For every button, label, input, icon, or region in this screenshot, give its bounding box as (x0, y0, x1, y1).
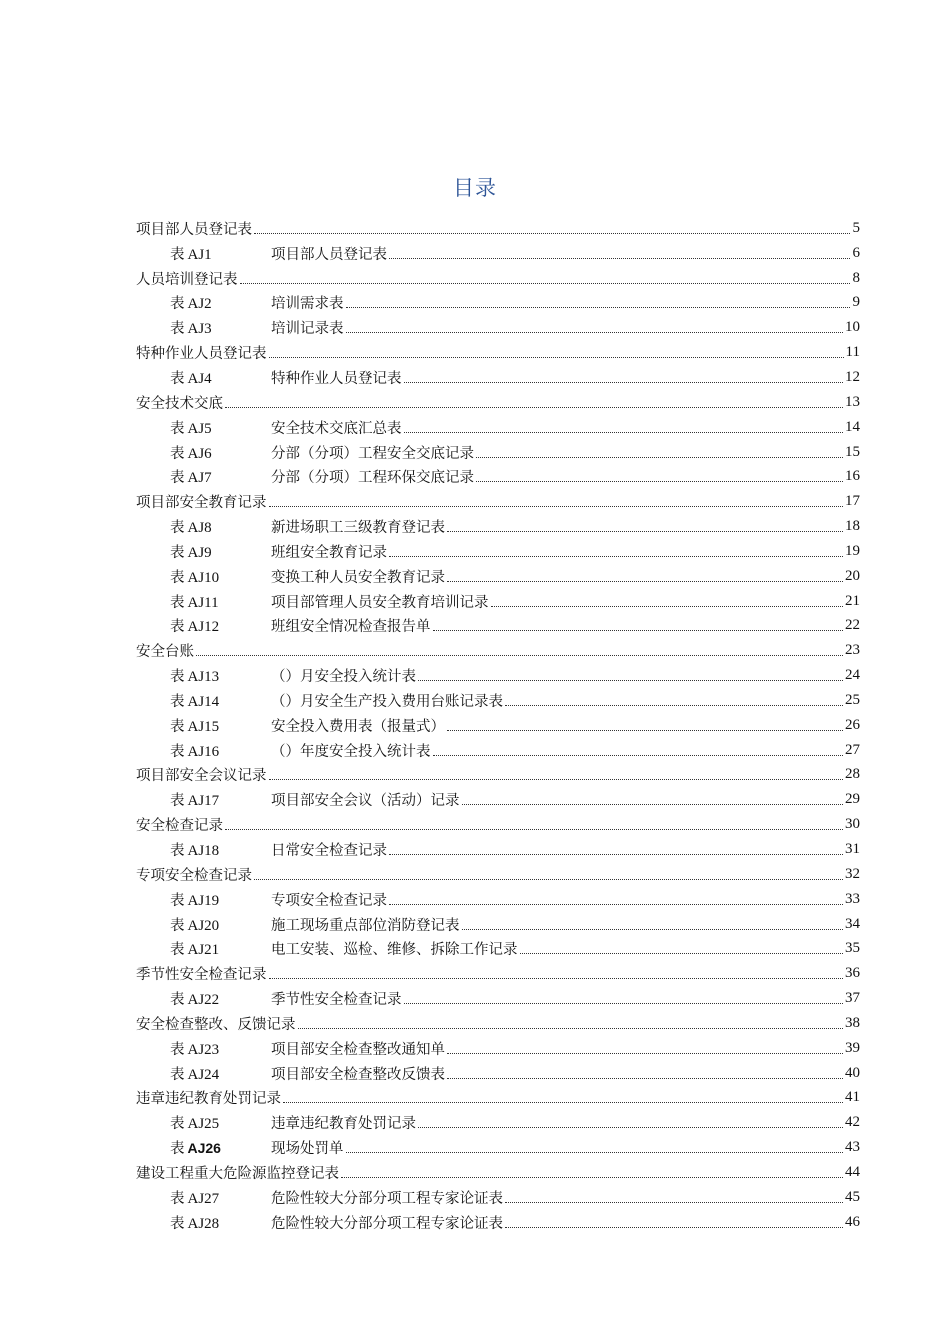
toc-table-code (170, 988, 271, 1009)
toc-code-id: AJ8 (187, 520, 212, 537)
toc-table-code (170, 367, 271, 388)
toc-entry-label: 培训需求表 (271, 296, 344, 313)
toc-entry-label: 现场处罚单 (271, 1141, 344, 1158)
toc-table-code (170, 789, 271, 810)
toc-table-code (170, 938, 271, 959)
toc-subentry[interactable] (136, 1210, 860, 1235)
toc-code-id: AJ16 (187, 743, 220, 760)
toc-entry-label: 安全技术交底 (136, 395, 223, 412)
toc-entry-label: 安全台账 (136, 644, 194, 661)
dot-leader (341, 1177, 843, 1178)
toc-table-code (170, 615, 271, 636)
toc-page-number: 40 (845, 1064, 860, 1081)
toc-page-number: 16 (845, 468, 860, 485)
toc-code-prefix: 表 (170, 718, 185, 735)
toc-subentry[interactable] (136, 1036, 860, 1061)
toc-code-id: AJ24 (187, 1066, 220, 1083)
toc-entry-label: 专项安全检查记录 (136, 867, 252, 884)
toc-code-prefix: 表 (170, 470, 185, 487)
toc-subentry[interactable] (136, 887, 860, 912)
toc-subentry[interactable] (136, 440, 860, 465)
toc-entry-label: 项目部安全检查整改反馈表 (271, 1066, 445, 1083)
toc-entry-label: 项目部安全检查整改通知单 (271, 1041, 445, 1058)
toc-code-id: AJ2 (187, 296, 212, 313)
toc-page-number: 5 (852, 219, 860, 236)
dot-leader (346, 1152, 844, 1153)
dot-leader (346, 307, 851, 308)
toc-code-id: AJ11 (187, 594, 219, 611)
toc-code-prefix: 表 (170, 942, 185, 959)
toc-table-code (170, 566, 271, 587)
toc-entry-label: （）月安全生产投入费用台账记录表 (271, 693, 503, 710)
toc-page-number: 38 (845, 1014, 860, 1031)
toc-page-number: 27 (845, 741, 860, 758)
toc-entry-label: 建设工程重大危险源监控登记表 (136, 1165, 339, 1182)
toc-page-number: 24 (845, 667, 860, 684)
dot-leader (346, 332, 844, 333)
toc-section-entry[interactable] (136, 266, 860, 291)
toc-section-entry[interactable] (136, 1160, 860, 1185)
toc-code-prefix: 表 (170, 445, 185, 462)
toc-code-prefix: 表 (170, 992, 185, 1009)
toc-page-number: 31 (845, 841, 860, 858)
dot-leader (240, 283, 851, 284)
toc-table-code (170, 1038, 271, 1059)
toc-code-id: AJ9 (187, 544, 212, 561)
toc-subentry[interactable] (136, 837, 860, 862)
toc-subentry[interactable] (136, 713, 860, 738)
toc-subentry[interactable] (136, 1135, 860, 1160)
toc-table-code (170, 839, 271, 860)
dot-leader (269, 978, 844, 979)
toc-entry-label: 分部（分项）工程安全交底记录 (271, 445, 474, 462)
toc-subentry[interactable] (136, 614, 860, 639)
toc-code-id: AJ17 (187, 793, 220, 810)
toc-page-number: 13 (845, 393, 860, 410)
toc-page-number: 46 (845, 1213, 860, 1230)
toc-table-code (170, 591, 271, 612)
toc-entry-label: 项目部安全会议记录 (136, 768, 267, 785)
toc-section-entry[interactable] (136, 1011, 860, 1036)
dot-leader (447, 1053, 843, 1054)
toc-subentry[interactable] (136, 1061, 860, 1086)
toc-code-id: AJ6 (187, 445, 212, 462)
toc-table-code (170, 541, 271, 562)
toc-page-number: 17 (845, 493, 860, 510)
toc-entry-label: （）月安全投入统计表 (271, 669, 416, 686)
toc-entry-label: 危险性较大分部分项工程专家论证表 (271, 1190, 503, 1207)
toc-entry-label: （）年度安全投入统计表 (271, 743, 431, 760)
toc-page-number: 44 (845, 1163, 860, 1180)
toc-section-entry[interactable] (136, 390, 860, 415)
toc-subentry[interactable] (136, 415, 860, 440)
toc-code-prefix: 表 (170, 544, 185, 561)
toc-page-number: 20 (845, 567, 860, 584)
toc-code-prefix: 表 (170, 1190, 185, 1207)
toc-section-entry[interactable] (136, 1086, 860, 1111)
dot-leader (196, 655, 843, 656)
toc-subentry[interactable] (136, 291, 860, 316)
dot-leader (404, 432, 844, 433)
dot-leader (298, 1028, 844, 1029)
toc-entry-label: 违章违纪教育处罚记录 (271, 1116, 416, 1133)
toc-code-id: AJ1 (187, 246, 212, 263)
page-title: 目录 (453, 176, 497, 200)
dot-leader (433, 630, 844, 631)
toc-code-prefix: 表 (170, 892, 185, 909)
dot-leader (476, 457, 843, 458)
toc-code-prefix: 表 (170, 246, 185, 263)
toc-table-code (170, 1137, 271, 1158)
toc-page-number: 19 (845, 542, 860, 559)
toc-page-number: 43 (845, 1139, 860, 1156)
dot-leader (476, 481, 843, 482)
dot-leader (491, 606, 844, 607)
toc-code-id: AJ14 (187, 693, 220, 710)
toc-subentry[interactable] (136, 912, 860, 937)
toc-code-id: AJ19 (187, 892, 220, 909)
toc-page-number: 26 (845, 716, 860, 733)
table-of-contents (136, 216, 860, 1235)
toc-table-code (170, 914, 271, 935)
toc-code-id: AJ18 (187, 843, 220, 860)
toc-code-id: AJ7 (187, 470, 212, 487)
toc-entry-label: 安全投入费用表（报量式） (271, 718, 445, 735)
toc-subentry[interactable] (136, 1110, 860, 1135)
toc-subentry[interactable] (136, 539, 860, 564)
toc-code-prefix: 表 (170, 1041, 185, 1058)
toc-entry-label: 危险性较大分部分项工程专家论证表 (271, 1215, 503, 1232)
toc-code-prefix: 表 (170, 843, 185, 860)
dot-leader (389, 556, 843, 557)
toc-code-prefix: 表 (170, 370, 185, 387)
toc-page-number: 8 (852, 269, 860, 286)
toc-page-number: 32 (845, 865, 860, 882)
toc-code-id: AJ26 (187, 1140, 221, 1157)
toc-code-id: AJ21 (187, 942, 220, 959)
toc-entry-label: 日常安全检查记录 (271, 843, 387, 860)
toc-entry-label: 项目部人员登记表 (271, 246, 387, 263)
toc-table-code (170, 740, 271, 761)
dot-leader (447, 1078, 843, 1079)
toc-subentry[interactable] (136, 514, 860, 539)
toc-section-entry[interactable] (136, 961, 860, 986)
toc-page-number: 18 (845, 518, 860, 535)
toc-table-code (170, 665, 271, 686)
toc-section-entry[interactable] (136, 638, 860, 663)
toc-subentry[interactable] (136, 738, 860, 763)
toc-entry-label: 安全技术交底汇总表 (271, 420, 402, 437)
toc-entry-label: 专项安全检查记录 (271, 892, 387, 909)
toc-page-number: 37 (845, 990, 860, 1007)
toc-page-number: 30 (845, 816, 860, 833)
toc-table-code (170, 690, 271, 711)
toc-subentry[interactable] (136, 365, 860, 390)
toc-entry-label: 项目部人员登记表 (136, 221, 252, 238)
toc-section-entry[interactable] (136, 216, 860, 241)
toc-page-number: 6 (852, 244, 860, 261)
toc-code-prefix: 表 (170, 321, 185, 338)
dot-leader (269, 357, 844, 358)
toc-entry-label: 季节性安全检查记录 (136, 967, 267, 984)
dot-leader (389, 904, 843, 905)
toc-section-entry[interactable] (136, 812, 860, 837)
toc-page-number: 39 (845, 1039, 860, 1056)
toc-page-number: 23 (845, 642, 860, 659)
dot-leader (389, 258, 850, 259)
toc-entry-label: 项目部安全教育记录 (136, 495, 267, 512)
toc-code-id: AJ10 (187, 569, 220, 586)
toc-subentry[interactable] (136, 688, 860, 713)
toc-code-prefix: 表 (170, 619, 185, 636)
dot-leader (225, 829, 843, 830)
toc-code-prefix: 表 (170, 917, 185, 934)
dot-leader (447, 730, 843, 731)
toc-code-id: AJ3 (187, 321, 212, 338)
toc-code-prefix: 表 (170, 520, 185, 537)
toc-section-entry[interactable] (136, 489, 860, 514)
toc-subentry[interactable] (136, 564, 860, 589)
toc-code-prefix: 表 (170, 669, 185, 686)
toc-entry-label: 特种作业人员登记表 (136, 346, 267, 363)
toc-entry-label: 项目部安全会议（活动）记录 (271, 793, 460, 810)
toc-subentry[interactable] (136, 936, 860, 961)
dot-leader (433, 755, 844, 756)
toc-code-id: AJ25 (187, 1116, 220, 1133)
toc-subentry[interactable] (136, 589, 860, 614)
toc-entry-label: 施工现场重点部位消防登记表 (271, 917, 460, 934)
toc-table-code (170, 466, 271, 487)
toc-code-prefix: 表 (170, 1215, 185, 1232)
toc-code-id: AJ13 (187, 669, 220, 686)
toc-table-code (170, 516, 271, 537)
dot-leader (418, 680, 843, 681)
toc-page-number: 12 (845, 368, 860, 385)
toc-table-code (170, 442, 271, 463)
toc-entry-label: 人员培训登记表 (136, 271, 238, 288)
toc-subentry[interactable] (136, 1185, 860, 1210)
dot-leader (462, 929, 844, 930)
toc-code-prefix: 表 (170, 693, 185, 710)
toc-table-code (170, 417, 271, 438)
toc-entry-label: 分部（分项）工程环保交底记录 (271, 470, 474, 487)
toc-table-code (170, 1212, 271, 1233)
dot-leader (225, 407, 843, 408)
dot-leader (520, 953, 844, 954)
toc-page-number: 25 (845, 691, 860, 708)
toc-code-id: AJ20 (187, 917, 220, 934)
toc-page-number: 36 (845, 965, 860, 982)
toc-entry-label: 培训记录表 (271, 321, 344, 338)
toc-code-id: AJ28 (187, 1215, 220, 1232)
toc-code-id: AJ22 (187, 992, 220, 1009)
toc-subentry[interactable] (136, 663, 860, 688)
toc-code-prefix: 表 (170, 420, 185, 437)
toc-section-entry[interactable] (136, 340, 860, 365)
toc-entry-label: 特种作业人员登记表 (271, 370, 402, 387)
toc-code-id: AJ12 (187, 619, 220, 636)
toc-entry-label: 变换工种人员安全教育记录 (271, 569, 445, 586)
dot-leader (404, 382, 844, 383)
dot-leader (283, 1102, 843, 1103)
toc-page-number: 42 (845, 1114, 860, 1131)
toc-table-code (170, 317, 271, 338)
toc-table-code (170, 1063, 271, 1084)
toc-table-code (170, 243, 271, 264)
toc-page-number: 28 (845, 766, 860, 783)
toc-subentry[interactable] (136, 241, 860, 266)
toc-page-number: 14 (845, 418, 860, 435)
toc-page-number: 15 (845, 443, 860, 460)
toc-code-prefix: 表 (170, 569, 185, 586)
dot-leader (505, 705, 843, 706)
toc-code-prefix: 表 (170, 1066, 185, 1083)
toc-page-number: 29 (845, 791, 860, 808)
toc-entry-label: 安全检查记录 (136, 818, 223, 835)
dot-leader (418, 1127, 843, 1128)
toc-table-code (170, 889, 271, 910)
toc-code-prefix: 表 (170, 1141, 185, 1158)
toc-page-number: 22 (845, 617, 860, 634)
toc-page-number: 10 (845, 319, 860, 336)
toc-table-code (170, 715, 271, 736)
toc-subentry[interactable] (136, 986, 860, 1011)
toc-code-id: AJ27 (187, 1190, 220, 1207)
toc-code-prefix: 表 (170, 1116, 185, 1133)
toc-page-number: 34 (845, 915, 860, 932)
toc-code-prefix: 表 (170, 296, 185, 313)
toc-page-number: 11 (845, 344, 860, 361)
toc-subentry[interactable] (136, 787, 860, 812)
toc-table-code (170, 1187, 271, 1208)
toc-code-id: AJ4 (187, 370, 212, 387)
toc-code-id: AJ15 (187, 718, 220, 735)
toc-entry-label: 违章违纪教育处罚记录 (136, 1091, 281, 1108)
toc-page-number: 35 (845, 940, 860, 957)
toc-code-id: AJ5 (187, 420, 212, 437)
toc-section-entry[interactable] (136, 862, 860, 887)
dot-leader (447, 581, 843, 582)
toc-entry-label: 项目部管理人员安全教育培训记录 (271, 594, 489, 611)
dot-leader (505, 1202, 843, 1203)
toc-entry-label: 安全检查整改、反馈记录 (136, 1016, 296, 1033)
dot-leader (254, 233, 850, 234)
toc-code-prefix: 表 (170, 793, 185, 810)
toc-page-number: 33 (845, 890, 860, 907)
dot-leader (269, 779, 844, 780)
dot-leader (505, 1227, 843, 1228)
toc-entry-label: 电工安装、巡检、维修、拆除工作记录 (271, 942, 518, 959)
toc-entry-label: 季节性安全检查记录 (271, 992, 402, 1009)
toc-entry-label: 班组安全教育记录 (271, 544, 387, 561)
toc-table-code (170, 1112, 271, 1133)
dot-leader (462, 804, 844, 805)
toc-code-id: AJ23 (187, 1041, 220, 1058)
dot-leader (254, 879, 843, 880)
toc-code-prefix: 表 (170, 594, 185, 611)
toc-page-number: 21 (845, 592, 860, 609)
toc-subentry[interactable] (136, 464, 860, 489)
dot-leader (389, 854, 843, 855)
dot-leader (269, 506, 844, 507)
toc-entry-label: 新进场职工三级教育登记表 (271, 520, 445, 537)
toc-section-entry[interactable] (136, 763, 860, 788)
toc-table-code (170, 292, 271, 313)
dot-leader (447, 531, 843, 532)
toc-subentry[interactable] (136, 315, 860, 340)
toc-page-number: 9 (852, 294, 860, 311)
toc-entry-label: 班组安全情况检查报告单 (271, 619, 431, 636)
toc-code-prefix: 表 (170, 743, 185, 760)
toc-page-number: 41 (845, 1089, 860, 1106)
toc-page-number: 45 (845, 1188, 860, 1205)
dot-leader (404, 1003, 844, 1004)
